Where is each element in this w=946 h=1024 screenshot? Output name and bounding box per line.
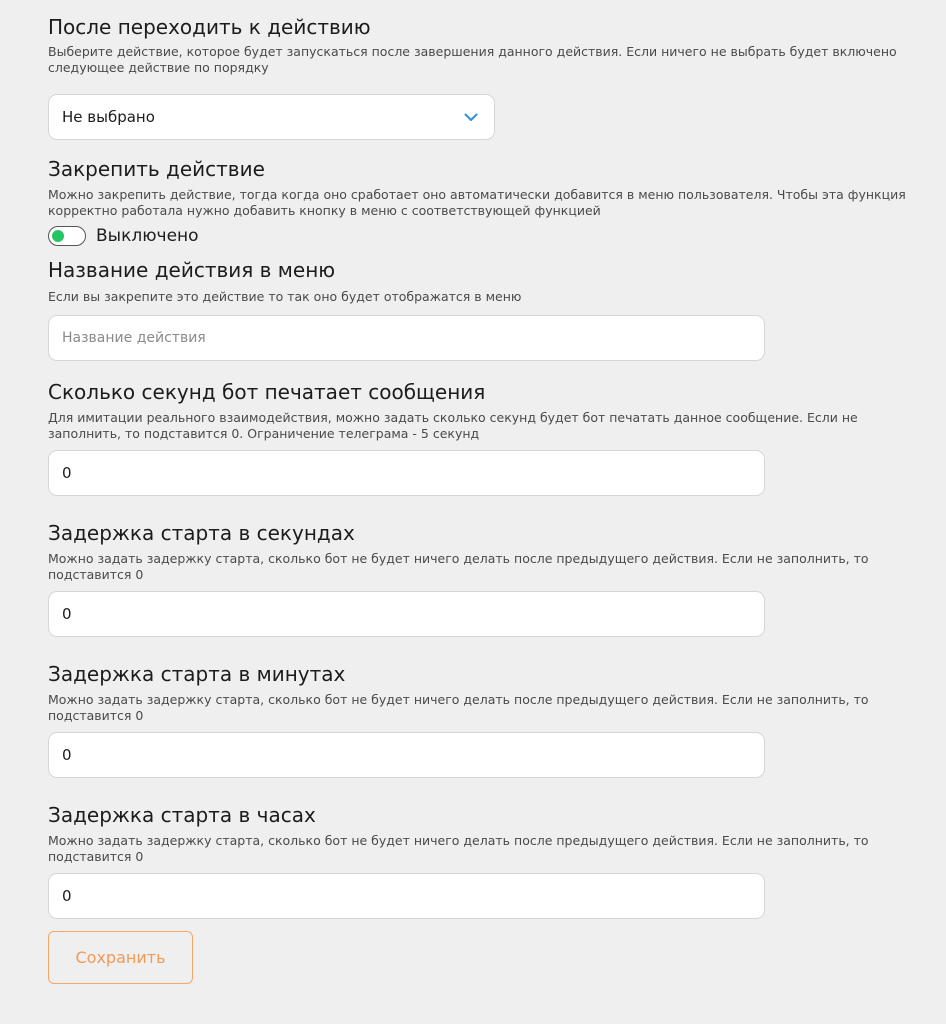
pin-action-description: Можно закрепить действие, тогда когда оно сработает оно автоматически добавится в меню пользователя. Чтобы эта функция корректно работала нужно добавить кнопку в меню с соответствующей функцией: [48, 187, 906, 218]
next-action-select[interactable]: [48, 94, 495, 140]
typing-seconds-input[interactable]: 0: [48, 450, 765, 496]
pin-action-title: Закрепить действие: [48, 157, 265, 181]
delay-seconds-title: Задержка старта в секундах: [48, 521, 355, 545]
delay-hours-title: Задержка старта в часах: [48, 803, 316, 827]
delay-minutes-description: Можно задать задержку старта, сколько бот не будет ничего делать после предыдущего действия. Если не заполнить, то подставится 0: [48, 692, 869, 723]
pin-action-toggle-label: Выключено: [96, 226, 199, 246]
menu-name-title: Название действия в меню: [48, 258, 336, 282]
pin-action-toggle[interactable]: [48, 226, 86, 246]
delay-minutes-title: Задержка старта в минутах: [48, 662, 346, 686]
chevron-down-icon: [464, 113, 478, 122]
delay-seconds-section: [48, 520, 908, 637]
next-action-title: После переходить к действию: [48, 15, 371, 39]
delay-minutes-section: [48, 661, 908, 778]
delay-minutes-input[interactable]: 0: [48, 732, 765, 778]
typing-seconds-title: Сколько секунд бот печатает сообщения: [48, 380, 486, 404]
delay-hours-description: Можно задать задержку старта, сколько бот не будет ничего делать после предыдущего действия. Если не заполнить, то подставится 0: [48, 833, 869, 864]
delay-seconds-input[interactable]: 0: [48, 591, 765, 637]
next-action-section: [48, 14, 908, 140]
action-settings-form: [48, 14, 908, 984]
typing-seconds-section: [48, 379, 908, 496]
delay-hours-input[interactable]: 0: [48, 873, 765, 919]
menu-name-input[interactable]: Название действия: [48, 315, 765, 361]
next-action-description: Выберите действие, которое будет запускаться после завершения данного действия. Если ничего не выбрать будет включено следующее действие по порядку: [48, 44, 897, 75]
pin-action-section: [48, 156, 908, 247]
next-action-selected-value: Не выбрано: [62, 108, 155, 126]
pin-action-toggle-row: [48, 225, 908, 247]
typing-seconds-description: Для имитации реального взаимодействия, можно задать сколько секунд будет бот печатать данное сообщение. Если не заполнить, то подставится 0. Ограничение телеграма - 5 секунд: [48, 410, 858, 441]
delay-seconds-description: Можно задать задержку старта, сколько бот не будет ничего делать после предыдущего действия. Если не заполнить, то подставится 0: [48, 551, 869, 582]
delay-hours-section: [48, 802, 908, 919]
save-button[interactable]: Сохранить: [48, 931, 193, 984]
toggle-knob: [52, 230, 64, 242]
menu-name-section: [48, 257, 908, 361]
menu-name-description: Если вы закрепите это действие то так оно будет отображатся в меню: [48, 289, 522, 304]
